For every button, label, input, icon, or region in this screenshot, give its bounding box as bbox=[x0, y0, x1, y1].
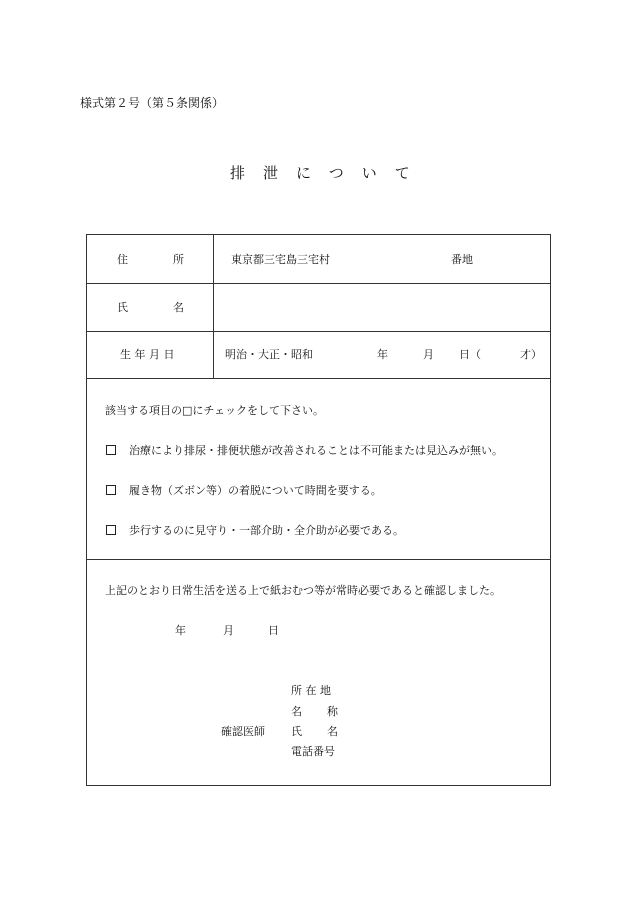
row-divider bbox=[87, 559, 550, 560]
column-divider bbox=[213, 235, 214, 378]
row-divider bbox=[87, 378, 550, 379]
form-table bbox=[86, 234, 551, 786]
field-title-left: 名 bbox=[291, 705, 302, 718]
check-item-1-label: 治療により排尿・排便状態が改善されることは不可能または見込みが無い。 bbox=[129, 444, 503, 457]
birthdate-age-unit: 才） bbox=[520, 348, 542, 361]
field-name-right: 名 bbox=[327, 725, 338, 738]
birthdate-month: 月 bbox=[423, 348, 434, 361]
field-location-label: 所 在 地 bbox=[291, 684, 331, 697]
birthdate-day-age: 日（ bbox=[459, 348, 481, 361]
row-divider bbox=[87, 331, 550, 332]
checkbox-1[interactable] bbox=[106, 445, 116, 455]
address-value[interactable]: 東京都三宅島三宅村 bbox=[231, 253, 330, 266]
checkbox-2[interactable] bbox=[106, 485, 116, 495]
form-number: 様式第２号（第５条関係） bbox=[80, 96, 225, 110]
address-label-left: 住 bbox=[117, 253, 128, 266]
birthdate-era[interactable]: 明治・大正・昭和 bbox=[225, 348, 313, 361]
birthdate-label: 生 年 月 日 bbox=[120, 348, 175, 361]
document-title: 排泄について bbox=[230, 164, 428, 182]
field-title-right: 称 bbox=[327, 705, 338, 718]
row-divider bbox=[87, 283, 550, 284]
confirmation-statement: 上記のとおり日常生活を送る上で紙おむつ等が常時必要であると確認しました。 bbox=[105, 584, 501, 597]
confirm-date-month[interactable]: 月 bbox=[223, 624, 234, 637]
doctor-label: 確認医師 bbox=[221, 725, 265, 738]
field-name-left: 氏 bbox=[291, 725, 302, 738]
name-label-right: 名 bbox=[173, 301, 184, 314]
check-item-3-label: 歩行するのに見守り・一部介助・全介助が必要である。 bbox=[129, 524, 404, 537]
checklist-instruction: 該当する項目の□にチェックをして下さい。 bbox=[105, 404, 325, 417]
name-label-left: 氏 bbox=[117, 301, 128, 314]
confirm-date-day[interactable]: 日 bbox=[268, 624, 279, 637]
confirm-date-year[interactable]: 年 bbox=[175, 624, 186, 637]
check-item-2-label: 履き物（ズボン等）の着脱について時間を要する。 bbox=[129, 484, 382, 497]
checkbox-3[interactable] bbox=[106, 525, 116, 535]
address-suffix: 番地 bbox=[451, 253, 473, 266]
birthdate-year: 年 bbox=[377, 348, 388, 361]
address-label-right: 所 bbox=[173, 253, 184, 266]
field-phone-label: 電話番号 bbox=[291, 745, 335, 758]
